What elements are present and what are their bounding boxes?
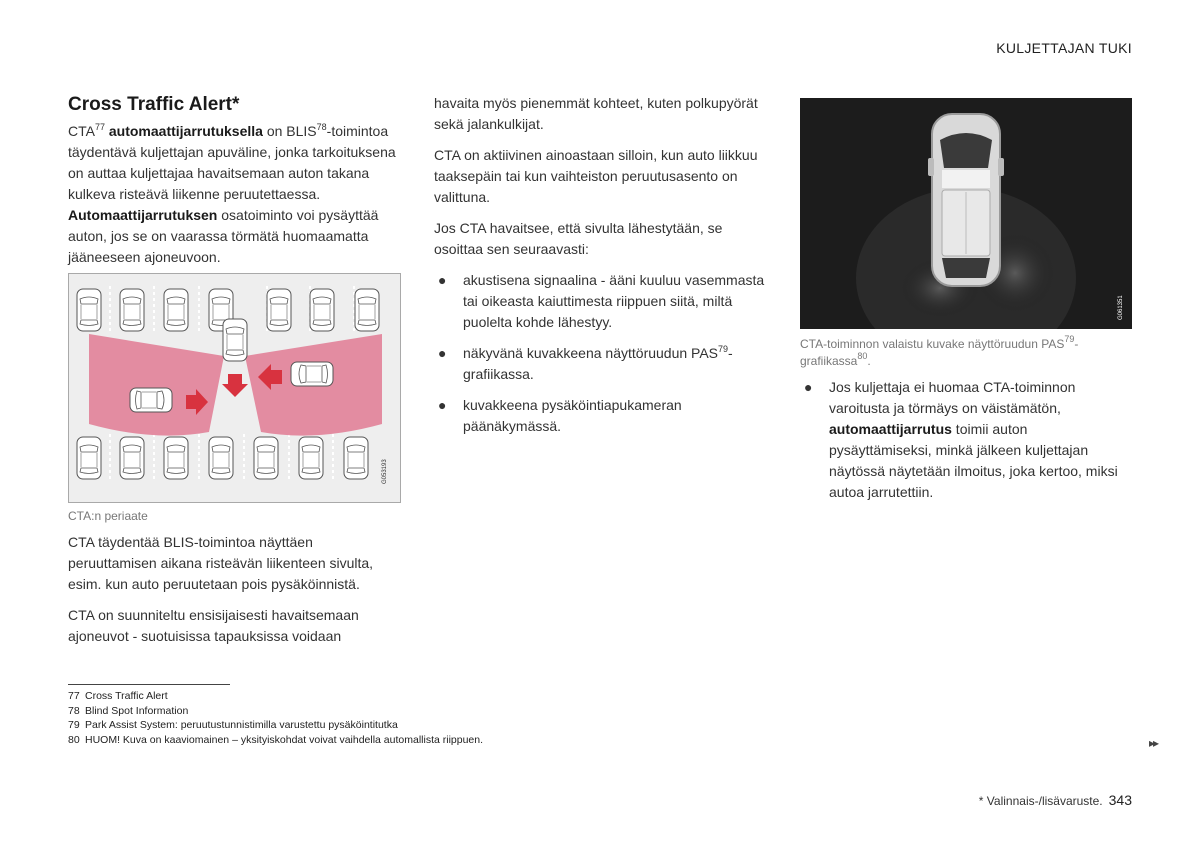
- bullet-icon: ●: [438, 397, 447, 413]
- footnote-ref-77[interactable]: 77: [94, 122, 105, 132]
- footnote-ref-78[interactable]: 78: [316, 122, 327, 132]
- left-column-lower: [68, 532, 401, 657]
- footnote-79: 79 Park Assist System: peruutustunnistimilla varustettu pysäköintitutka: [68, 719, 398, 732]
- figure2-caption: CTA-toiminnon valaistu kuvake näyttöruudun PAS$^{79}$-grafiikassa$^{80}$.: [800, 334, 1079, 368]
- paragraph-active: CTA on aktiivinen ainoastaan silloin, kun auto liikkuu taaksepäin tai kun vaihteiston peruutusasento on valittuna.: [434, 147, 758, 205]
- section-header: KULJETTAJAN TUKI: [996, 40, 1132, 56]
- right-column: [800, 377, 1133, 513]
- next-page-icon[interactable]: ▸▸: [1149, 736, 1158, 750]
- footnote-divider: [68, 684, 230, 685]
- paragraph-indication: Jos CTA havaitsee, että sivulta lähestytään, se osoittaa sen seuraavasti:: [434, 220, 723, 257]
- footnote-78: 78 Blind Spot Information: [68, 704, 189, 717]
- list-item: ● näkyvänä kuvakkeena näyttöruudun PAS$^{79}$-grafiikassa.: [438, 344, 733, 382]
- middle-column: [434, 93, 767, 447]
- figure2-code: G061351: [1118, 295, 1124, 320]
- bullet-icon: ●: [804, 379, 813, 395]
- page-footer: [979, 792, 1132, 808]
- paragraph-vehicles: CTA on suunniteltu ensisijaisesti havaitsemaan ajoneuvot - suotuisissa tapauksissa voidaan: [68, 607, 359, 644]
- footnote-ref-80[interactable]: 80: [857, 351, 868, 361]
- list-item: ● akustisena signaalina - ääni kuuluu vasemmasta tai oikeasta kaiuttimesta riippuen siitä, miltä puolelta kohde lähestyy.: [438, 272, 765, 330]
- list-item: ● kuvakkeena pysäköintiapukameran päänäkymässä.: [438, 397, 682, 434]
- bullet-icon: ●: [438, 272, 447, 288]
- bullet-icon: ●: [438, 345, 447, 361]
- figure1-code: G053193: [382, 459, 388, 484]
- indication-list: [434, 270, 767, 437]
- page-title: Cross Traffic Alert*: [68, 94, 240, 115]
- optional-equipment-note: * Valinnais-/lisävaruste.: [978, 794, 1103, 808]
- cta-principle-diagram: [68, 273, 401, 503]
- footnote-ref-79[interactable]: 79: [718, 344, 729, 354]
- intro-paragraph: CTA$^{77}$ automaattijarrutuksella on BLIS$^{78}$-toimintoa täydentävä kuljettajan apuväline, jonka tarkoituksena on auttaa kuljettajaa havaitsemaan auton takana kulkeva risteävä liikenne peruutettaessa. Automaattijarrutuksen osatoiminto voi pysäyttää auton, jos se on vaarassa törmätä huomaamatta jääneeseen ajoneuvoon.: [68, 122, 396, 265]
- page-number: 343: [1108, 792, 1132, 808]
- paragraph-smaller-objects: havaita myös pienemmät kohteet, kuten polkupyörät sekä jalankulkijat.: [434, 95, 758, 132]
- footnote-77: 77 Cross Traffic Alert: [68, 690, 168, 702]
- paragraph-blis: CTA täydentää BLIS-toimintoa näyttäen peruuttamisen aikana risteävän liikenteen sivulta, esim. kun auto peruutetaan pois pysäköinnistä.: [68, 534, 374, 592]
- footnote-ref-79[interactable]: 79: [1064, 334, 1075, 344]
- figure1-caption: CTA:n periaate: [68, 509, 148, 523]
- list-item: ● Jos kuljettaja ei huomaa CTA-toiminnon varoitusta ja törmäys on väistämätön, automaattijarrutus toimii auton pysäyttämiseksi, minkä jälkeen kuljettajan näytössä näytetään ilmoitus, joka kertoo, miksi autoa jarrutettiin.: [804, 379, 1118, 500]
- footnote-80: 80 HUOM! Kuva on kaaviomainen – yksityiskohdat voivat vaihdella automallista riippuen.: [68, 734, 484, 747]
- left-column: [68, 93, 401, 278]
- footnotes: [68, 689, 483, 748]
- pas-graphics-image: [800, 98, 1132, 329]
